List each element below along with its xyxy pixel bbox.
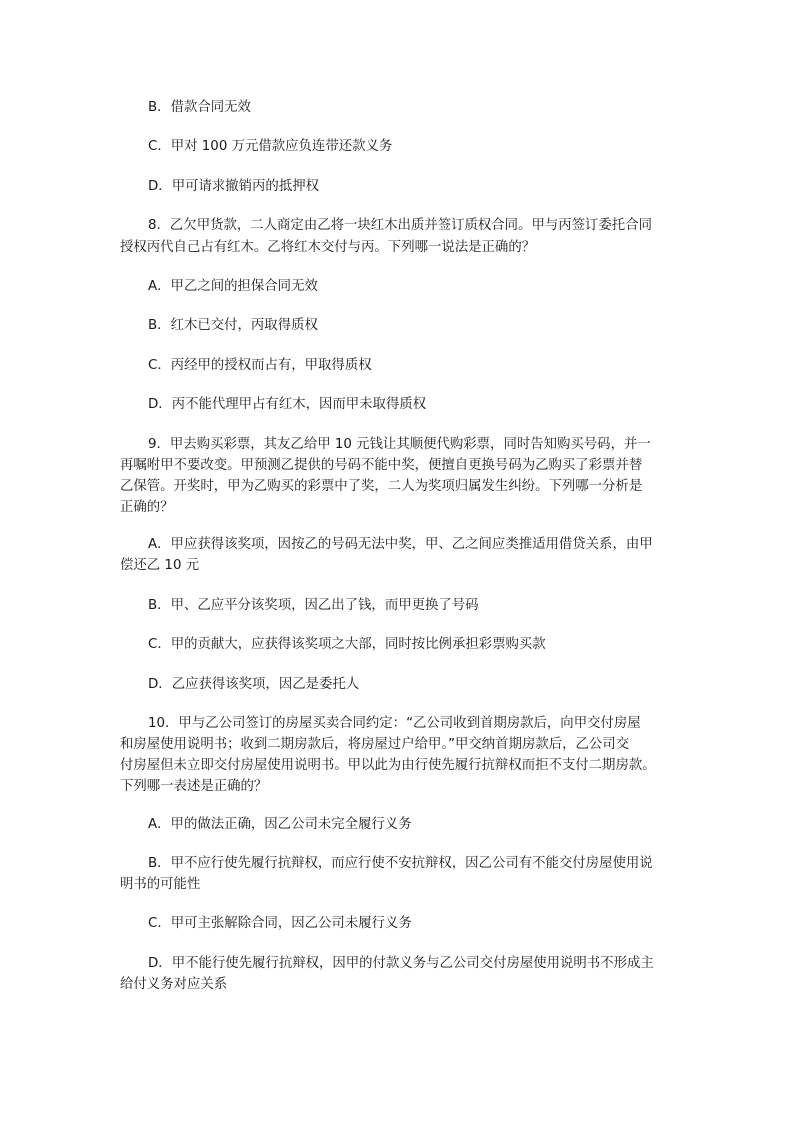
q8-option-a: A．甲乙之间的担保合同无效 — [148, 279, 318, 294]
q8-option-c: C．丙经甲的授权而占有，甲取得质权 — [148, 358, 372, 373]
q9-option-b: B．甲、乙应平分该奖项，因乙出了钱，而甲更换了号码 — [148, 598, 479, 613]
q7-option-b: B．借款合同无效 — [148, 100, 251, 115]
q10-stem-line-1: 10．甲与乙公司签订的房屋买卖合同约定：“乙公司收到首期房款后，向甲交付房屋 — [148, 716, 641, 731]
q10-option-d-line-2: 给付义务对应关系 — [120, 977, 228, 992]
q10-stem-line-2: 和房屋使用说明书；收到二期房款后，将房屋过户给甲。”甲交纳首期房款后，乙公司交 — [120, 737, 630, 752]
q9-stem-line-1: 9．甲去购买彩票，其友乙给甲 10 元钱让其顺便代购彩票，同时告知购买号码，并一 — [148, 437, 651, 452]
q9-option-c: C．甲的贡献大，应获得该奖项之大部，同时按比例承担彩票购买款 — [148, 637, 546, 652]
q10-option-d-line-1: D．甲不能行使先履行抗辩权，因甲的付款义务与乙公司交付房屋使用说明书不形成主 — [148, 956, 654, 971]
q10-option-b-line-1: B．甲不应行使先履行抗辩权，而应行使不安抗辩权，因乙公司有不能交付房屋使用说 — [148, 856, 653, 871]
q8-stem-line-1: 8．乙欠甲货款，二人商定由乙将一块红木出质并签订质权合同。甲与丙签订委托合同 — [148, 218, 652, 233]
q9-stem-line-2: 再嘱咐甲不要改变。甲预测乙提供的号码不能中奖，便擅自更换号码为乙购买了彩票并替 — [120, 458, 643, 473]
q8-option-d: D．丙不能代理甲占有红木，因而甲未取得质权 — [148, 397, 427, 412]
q9-option-a-line-1: A．甲应获得该奖项，因按乙的号码无法中奖，甲、乙之间应类推适用借贷关系，由甲 — [148, 537, 653, 552]
q8-option-b: B．红木已交付，丙取得质权 — [148, 318, 318, 333]
q10-stem-line-4: 下列哪一表述是正确的？ — [120, 779, 268, 794]
q10-option-c: C．甲可主张解除合同，因乙公司未履行义务 — [148, 916, 412, 931]
q10-stem-line-3: 付房屋但未立即交付房屋使用说明书。甲以此为由行使先履行抗辩权而拒不支付二期房款。 — [120, 758, 656, 773]
q8-stem-line-2: 授权丙代自己占有红木。乙将红木交付与丙。下列哪一说法是正确的？ — [120, 240, 536, 255]
q9-stem-line-3: 乙保管。开奖时，甲为乙购买的彩票中了奖，二人为奖项归属发生纠纷。下列哪一分析是 — [120, 479, 643, 494]
q9-option-a-line-2: 偿还乙 10 元 — [120, 558, 200, 573]
q7-option-d: D．甲可请求撤销丙的抵押权 — [148, 179, 319, 194]
q10-option-a: A．甲的做法正确，因乙公司未完全履行义务 — [148, 817, 412, 832]
q9-stem-line-4: 正确的？ — [120, 500, 174, 515]
q7-option-c: C．甲对 100 万元借款应负连带还款义务 — [148, 139, 393, 154]
q9-option-d: D．乙应获得该奖项，因乙是委托人 — [148, 677, 360, 692]
q10-option-b-line-2: 明书的可能性 — [120, 877, 201, 892]
